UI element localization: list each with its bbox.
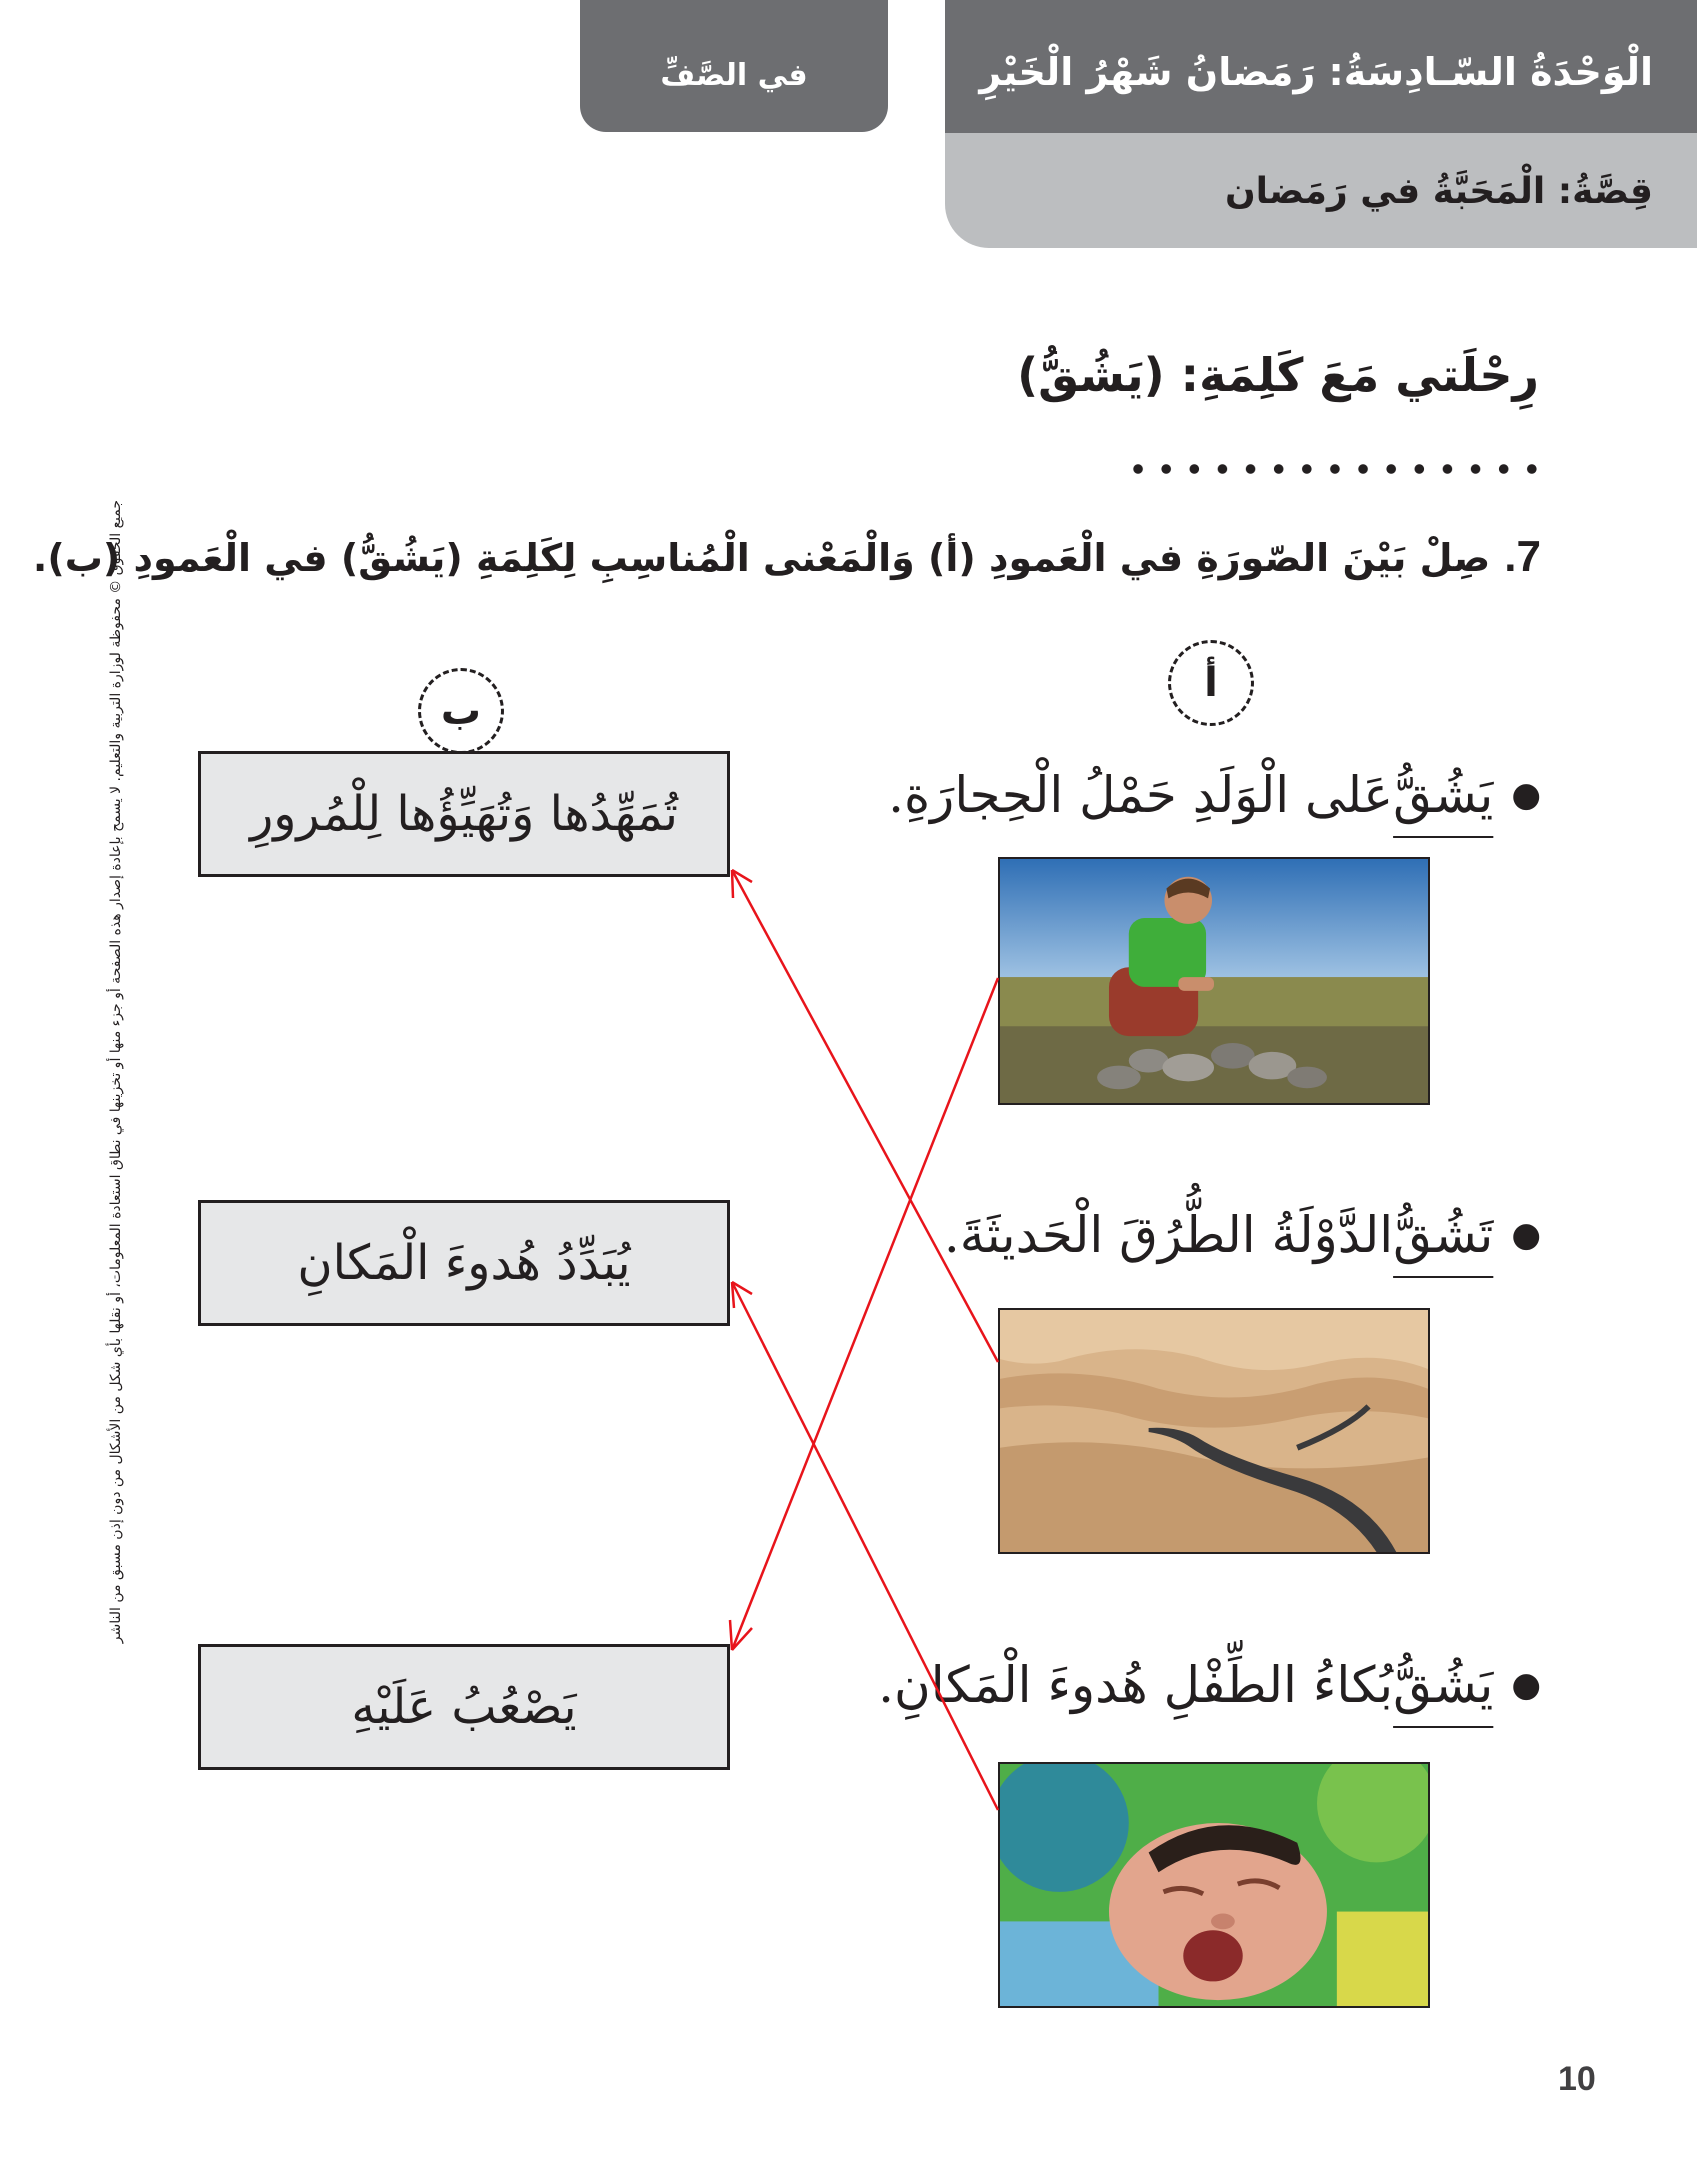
bullet-icon: ● xyxy=(1511,1215,1541,1255)
sentence-key-word: يَشُقُّ xyxy=(1393,766,1494,824)
story-title-bar xyxy=(945,133,1697,248)
answer-text-3: يَصْعُبُ عَلَيْهِ xyxy=(351,1679,577,1735)
column-a-label: أ xyxy=(1168,640,1254,726)
arrow-head-3 xyxy=(732,1282,752,1308)
answer-text-2: يُبَدِّدُ هُدوءَ الْمَكانِ xyxy=(297,1235,631,1291)
sentence-key-word: تَشُقُّ xyxy=(1393,1206,1494,1264)
arrow-head-1 xyxy=(730,1620,752,1650)
story-title: قِصَّةُ: الْمَحَبَّةُ في رَمَضان xyxy=(1224,171,1653,212)
answer-box-1[interactable] xyxy=(198,751,730,877)
question-instruction xyxy=(33,532,1541,582)
sentence-2 xyxy=(944,1206,1541,1264)
sentence-1 xyxy=(888,766,1541,824)
sentence-3 xyxy=(878,1656,1541,1714)
question-number: 7. xyxy=(1504,532,1541,581)
sentence-rest: الدَّوْلَةُ الطُّرُقَ الْحَديثَةَ. xyxy=(943,1206,1394,1264)
arrow-head-2 xyxy=(732,870,752,898)
journey-title: رِحْلَتي مَعَ كَلِمَةِ: (يَشُقُّ) xyxy=(1017,348,1539,402)
bullet-icon: ● xyxy=(1511,1665,1541,1705)
answer-box-3[interactable] xyxy=(198,1644,730,1770)
photo-desert-road xyxy=(998,1308,1430,1554)
copyright-note: جميع الحقوق © محفوظة لوزارة التربية والتعليم. لا يسمح بإعادة إصدار هذه الصفحة أو جزء منها أو تخزينها في نطاق استعادة المعلومات، أو نقلها بأي شكل من الأشكال من دون إذن مسبق من الناشر xyxy=(108,500,124,1644)
match-line-1 xyxy=(732,978,998,1650)
sentence-rest: عَلى الْوَلَدِ حَمْلُ الْحِجارَةِ. xyxy=(888,766,1394,824)
in-class-tab xyxy=(580,0,888,132)
sentence-key-word: يَشُقُّ xyxy=(1393,1656,1494,1714)
photo-boy-lifting-stones xyxy=(998,857,1430,1105)
sentence-rest: بُكاءُ الطِّفْلِ هُدوءَ الْمَكانِ. xyxy=(878,1656,1394,1714)
match-line-3 xyxy=(732,1282,998,1810)
answer-box-2[interactable] xyxy=(198,1200,730,1326)
match-line-2 xyxy=(732,870,998,1362)
in-class-label: في الصَّفِّ xyxy=(660,58,808,93)
column-b-label: ب xyxy=(418,668,504,754)
unit-title-bar xyxy=(945,0,1697,133)
unit-title: الْوَحْدَةُ السّـادِسَةُ: رَمَضانُ شَهْرُ الْخَيْرِ xyxy=(979,50,1653,94)
bullet-icon: ● xyxy=(1511,775,1541,815)
question-text: صِلْ بَيْنَ الصّورَةِ في الْعَمودِ (أ) وَالْمَعْنى الْمُناسِبِ لِكَلِمَةِ (يَشُقُّ) في الْعَمودِ (ب). xyxy=(32,536,1491,580)
answer-text-1: تُمَهِّدُها وَتُهَيِّؤُها لِلْمُرورِ xyxy=(250,786,678,842)
photo-crying-baby xyxy=(998,1762,1430,2008)
dotted-divider xyxy=(1124,462,1546,476)
page-number: 10 xyxy=(1558,2060,1596,2098)
